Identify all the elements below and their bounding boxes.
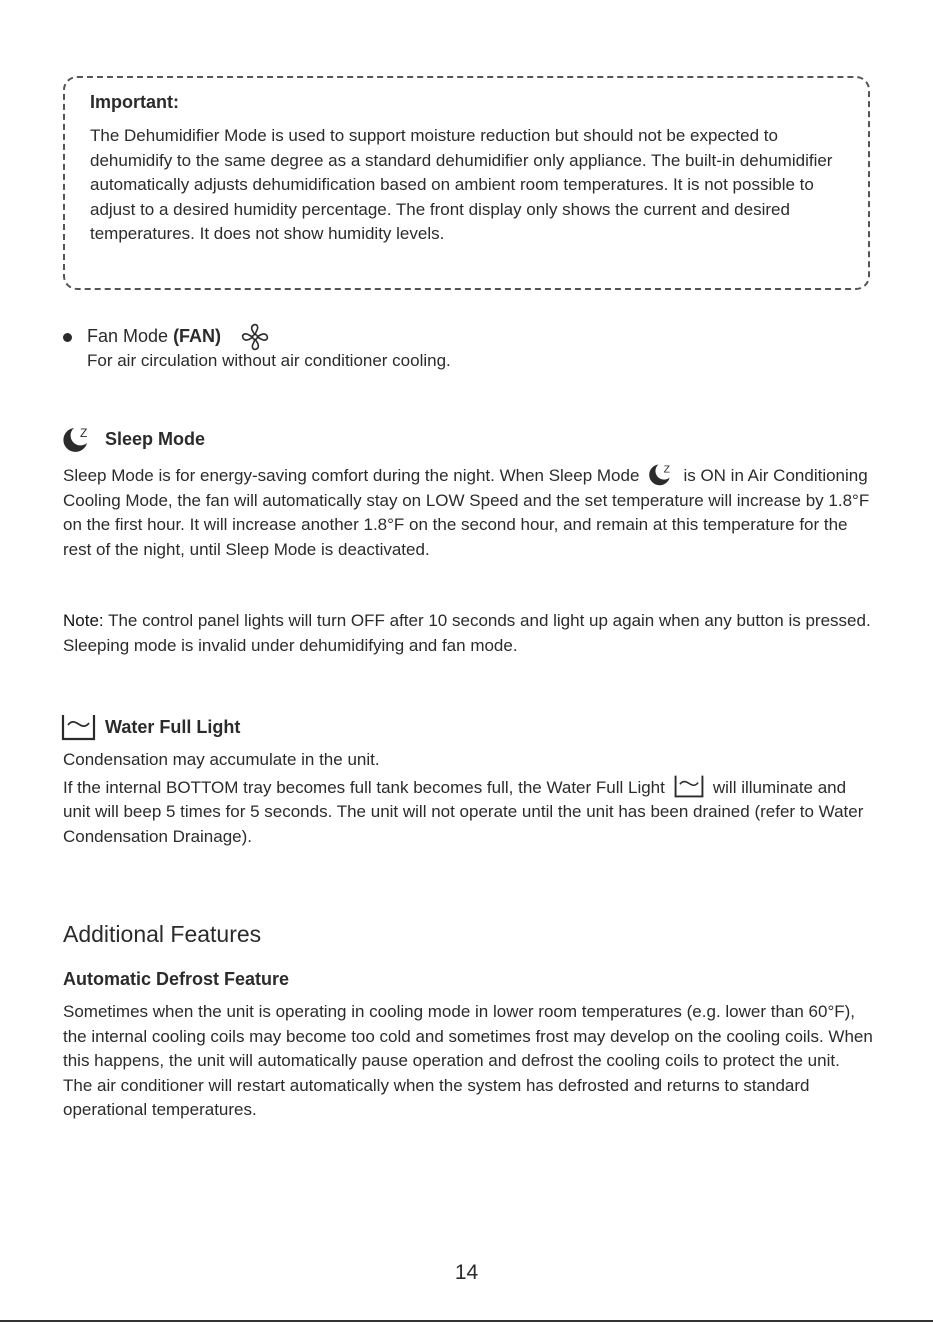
sleep-mode-text-part2: is ON in Air Conditioning Cooling Mode, the fan will automatically stay on LOW Speed and the set temperature will increase by 1.8°F on the first hour. It will increase another 1.8°F on the second hour, and remain at this temperature for the rest of the night, until Sleep Mode is deactivated. (63, 466, 870, 559)
fan-mode-title-code: (FAN) (173, 326, 222, 346)
automatic-defrost-heading: Automatic Defrost Feature (63, 969, 290, 989)
automatic-defrost-body: Sometimes when the unit is operating in cooling mode in lower room temperatures (e.g. lower than 60°F), the internal cooling coils may become too cold and sometimes frost may develop on the cooling coils. When this happens, the unit will automatically pause operation and defrost the cooling coils to protect the unit. The air conditioner will restart automatically when the system has defrosted and returns to standard operational temperatures. (63, 1002, 873, 1120)
note-text: The control panel lights will turn OFF after 10 seconds and light up again when any button is pressed. Sleeping mode is invalid under dehumidifying and fan mode. (63, 611, 871, 655)
sleep-moon-icon (61, 424, 93, 454)
sleep-mode-title: Sleep Mode (105, 429, 206, 449)
additional-features-heading: Additional Features (63, 921, 262, 947)
water-tank-icon (61, 712, 96, 742)
water-full-text-part3: will illuminate and unit will beep 5 times for 5 seconds. The unit will not operate until the unit has been drained (refer to Water Condensation Drainage). (63, 777, 864, 846)
important-title: Important: (90, 92, 179, 112)
sleep-moon-icon (647, 461, 675, 487)
water-full-text-part1: Condensation may accumulate in the unit. (63, 750, 380, 769)
water-full-paragraph (63, 748, 873, 849)
fan-mode-description: For air circulation without air conditioner cooling. (87, 351, 451, 370)
fan-mode-title (87, 326, 221, 347)
sleep-mode-text-part1: Sleep Mode is for energy-saving comfort during the night. When Sleep Mode (63, 466, 640, 485)
sleep-mode-paragraph (63, 461, 873, 562)
fan-icon (240, 322, 270, 352)
water-full-text-part2: If the internal BOTTOM tray becomes full tank becomes full, the Water Full Light (63, 777, 665, 797)
important-body: The Dehumidifier Mode is used to support moisture reduction but should not be expected to dehumidify to the same degree as a standard dehumidifier only appliance. The built-in dehumidifier automatically adjusts dehumidification based on ambient room temperatures. It is not possible to adjust to a desired humidity percentage. The front display only shows the current and desired temperatures. It does not show humidity levels. (90, 126, 833, 243)
water-tank-icon (673, 773, 705, 799)
bottom-divider (0, 1320, 933, 1322)
svg-text:Z: Z (80, 426, 88, 440)
fan-mode-title-prefix: Fan Mode (87, 326, 169, 346)
water-full-light-title: Water Full Light (105, 717, 241, 737)
bullet-dot (63, 333, 72, 342)
note-label: Note: (63, 611, 104, 630)
page-number: 14 (454, 1261, 479, 1284)
sleep-mode-note (63, 609, 873, 658)
svg-text:Z: Z (664, 464, 671, 476)
